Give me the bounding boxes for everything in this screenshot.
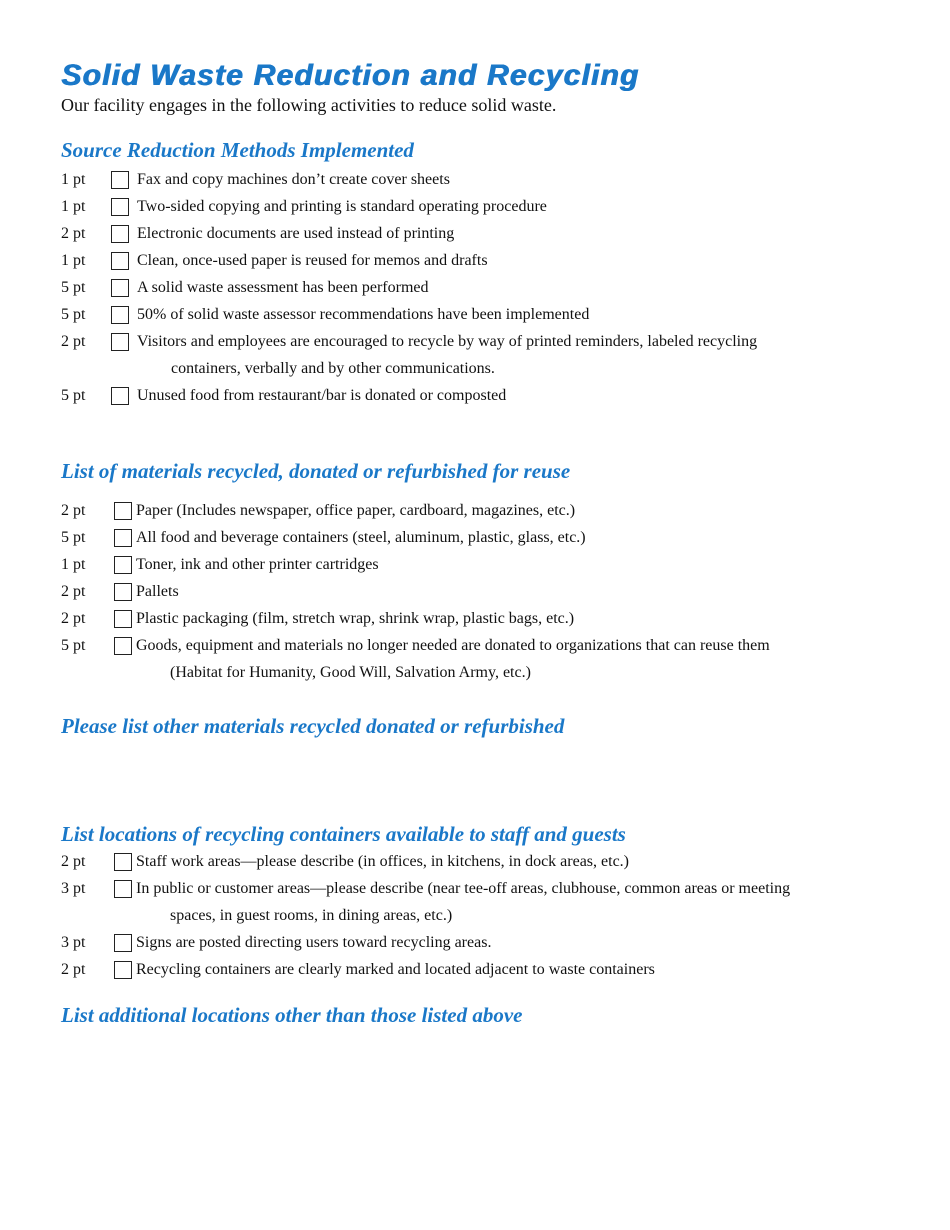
points-label: 3 pt xyxy=(61,880,86,897)
item-text-block xyxy=(137,247,921,274)
item-text-block xyxy=(136,929,921,956)
item-text-block xyxy=(136,956,921,983)
item-text-continuation: containers, verbally and by other communications. xyxy=(171,360,495,377)
locations-list xyxy=(61,848,921,983)
checkbox[interactable] xyxy=(114,556,132,574)
item-text-block xyxy=(137,328,921,382)
points-label: 5 pt xyxy=(61,306,86,323)
intro-text: Our facility engages in the following activities to reduce solid waste. xyxy=(61,95,557,115)
points-label: 1 pt xyxy=(61,198,86,215)
form-page xyxy=(61,58,921,1189)
checkbox[interactable] xyxy=(111,306,129,324)
checklist-item xyxy=(61,193,921,220)
item-text: 50% of solid waste assessor recommendations have been implemented xyxy=(137,306,590,323)
item-text-block xyxy=(137,382,921,409)
source-reduction-heading: Source Reduction Methods Implemented xyxy=(61,138,414,162)
checklist-item xyxy=(61,497,921,524)
item-text: Staff work areas—please describe (in offices, in kitchens, in dock areas, etc.) xyxy=(136,853,629,870)
points-label: 5 pt xyxy=(61,529,86,546)
points-label: 2 pt xyxy=(61,225,86,242)
checkbox[interactable] xyxy=(114,610,132,628)
item-text: Recycling containers are clearly marked and located adjacent to waste containers xyxy=(136,961,655,978)
materials-heading: List of materials recycled, donated or refurbished for reuse xyxy=(61,459,571,483)
source-reduction-list xyxy=(61,166,921,409)
checkbox[interactable] xyxy=(114,637,132,655)
points-label: 2 pt xyxy=(61,502,86,519)
item-text-block xyxy=(136,551,921,578)
checklist-item xyxy=(61,220,921,247)
checklist-item xyxy=(61,875,921,929)
additional-locations-heading: List additional locations other than those listed above xyxy=(61,1003,523,1027)
item-text-block xyxy=(136,632,921,686)
checkbox[interactable] xyxy=(114,934,132,952)
checklist-item xyxy=(61,247,921,274)
item-text: Signs are posted directing users toward recycling areas. xyxy=(136,934,492,951)
item-text: Clean, once-used paper is reused for memos and drafts xyxy=(137,252,488,269)
points-label: 5 pt xyxy=(61,279,86,296)
checkbox[interactable] xyxy=(111,225,129,243)
checkbox[interactable] xyxy=(111,387,129,405)
points-label: 2 pt xyxy=(61,583,86,600)
points-label: 1 pt xyxy=(61,171,86,188)
item-text: Pallets xyxy=(136,583,179,600)
checklist-item xyxy=(61,382,921,409)
item-text: Paper (Includes newspaper, office paper, cardboard, magazines, etc.) xyxy=(136,502,576,519)
checklist-item xyxy=(61,605,921,632)
checkbox[interactable] xyxy=(114,961,132,979)
points-label: 2 pt xyxy=(61,333,86,350)
item-text: In public or customer areas—please describe (near tee-off areas, clubhouse, common areas or meeting xyxy=(136,880,791,897)
item-text-block xyxy=(137,166,921,193)
checklist-item xyxy=(61,524,921,551)
item-text-block xyxy=(137,301,921,328)
item-text: Unused food from restaurant/bar is donated or composted xyxy=(137,387,507,404)
checkbox[interactable] xyxy=(114,880,132,898)
checkbox[interactable] xyxy=(111,252,129,270)
checklist-item xyxy=(61,929,921,956)
item-text: Plastic packaging (film, stretch wrap, shrink wrap, plastic bags, etc.) xyxy=(136,610,575,627)
checkbox[interactable] xyxy=(111,198,129,216)
item-text: Toner, ink and other printer cartridges xyxy=(136,556,379,573)
item-text-block xyxy=(136,848,921,875)
checkbox[interactable] xyxy=(114,583,132,601)
item-text: All food and beverage containers (steel, aluminum, plastic, glass, etc.) xyxy=(136,529,586,546)
checkbox[interactable] xyxy=(111,171,129,189)
page-title: Solid Waste Reduction and Recycling xyxy=(61,59,640,92)
locations-heading: List locations of recycling containers available to staff and guests xyxy=(61,822,626,846)
item-text: Visitors and employees are encouraged to recycle by way of printed reminders, labeled recycling xyxy=(137,333,758,350)
points-label: 2 pt xyxy=(61,610,86,627)
item-text-block xyxy=(137,220,921,247)
checkbox[interactable] xyxy=(114,529,132,547)
checkbox[interactable] xyxy=(111,333,129,351)
other-materials-heading: Please list other materials recycled donated or refurbished xyxy=(61,714,565,738)
item-text-continuation: (Habitat for Humanity, Good Will, Salvation Army, etc.) xyxy=(170,664,531,681)
additional-locations-answer-area[interactable] xyxy=(61,1029,921,1189)
points-label: 5 pt xyxy=(61,387,86,404)
checklist-item xyxy=(61,166,921,193)
points-label: 1 pt xyxy=(61,252,86,269)
points-label: 2 pt xyxy=(61,961,86,978)
item-text: A solid waste assessment has been performed xyxy=(137,279,429,296)
other-materials-answer-area[interactable] xyxy=(61,740,921,820)
checkbox[interactable] xyxy=(114,853,132,871)
points-label: 1 pt xyxy=(61,556,86,573)
checklist-item xyxy=(61,848,921,875)
item-text-block xyxy=(136,875,921,929)
points-label: 2 pt xyxy=(61,853,86,870)
item-text-block xyxy=(137,274,921,301)
checkbox[interactable] xyxy=(114,502,132,520)
checkbox[interactable] xyxy=(111,279,129,297)
item-text: Two-sided copying and printing is standard operating procedure xyxy=(137,198,547,215)
checklist-item xyxy=(61,632,921,686)
checklist-item xyxy=(61,301,921,328)
checklist-item xyxy=(61,956,921,983)
item-text: Goods, equipment and materials no longer needed are donated to organizations that can reuse them xyxy=(136,637,770,654)
checklist-item xyxy=(61,274,921,301)
points-label: 3 pt xyxy=(61,934,86,951)
checklist-item xyxy=(61,578,921,605)
item-text: Fax and copy machines don’t create cover sheets xyxy=(137,171,450,188)
item-text-continuation: spaces, in guest rooms, in dining areas, etc.) xyxy=(170,907,453,924)
item-text-block xyxy=(136,605,921,632)
materials-list xyxy=(61,497,921,686)
points-label: 5 pt xyxy=(61,637,86,654)
checklist-item xyxy=(61,551,921,578)
item-text-block xyxy=(136,497,921,524)
item-text: Electronic documents are used instead of printing xyxy=(137,225,455,242)
item-text-block xyxy=(137,193,921,220)
item-text-block xyxy=(136,524,921,551)
checklist-item xyxy=(61,328,921,382)
item-text-block xyxy=(136,578,921,605)
